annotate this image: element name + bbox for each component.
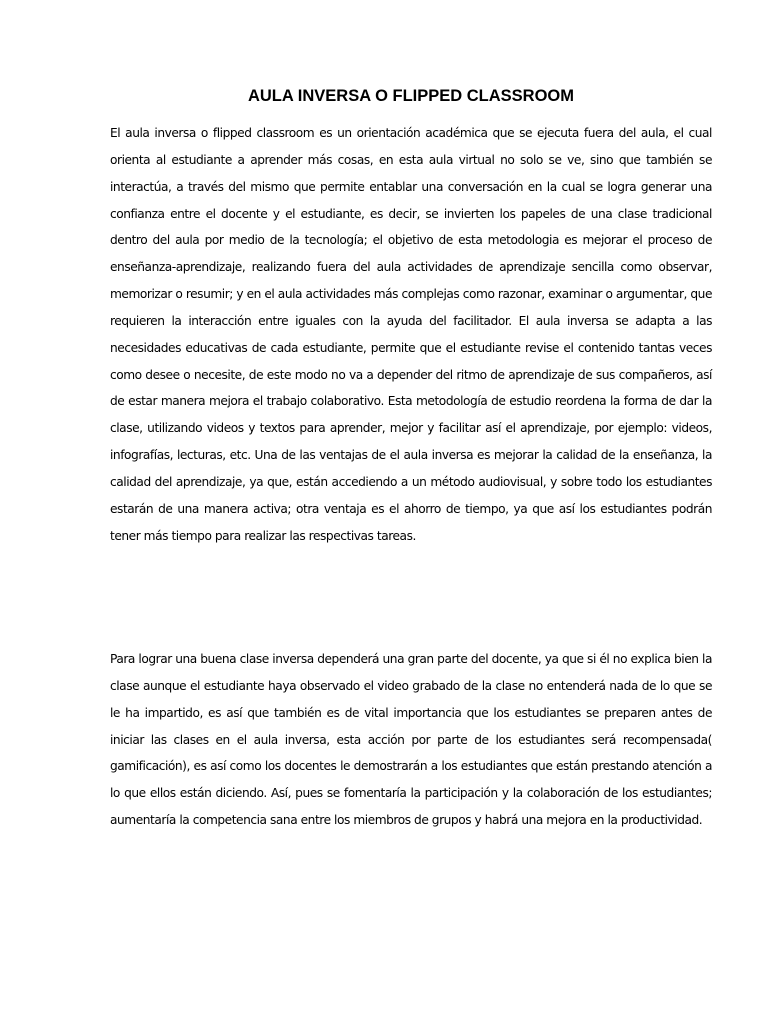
paragraph-1: El aula inversa o flipped classroom es un orientación académica que se ejecuta fuera del aula, el cual orienta al estudiante a aprender más cosas, en esta aula virtual no solo se ve, sino que también se interactúa, a través del mismo que permite entablar una conversación en la cual se logra generar una confianza entre el docente y el estudiante, es decir, se invierten los papeles de una clase tradicional dentro del aula por medio de la tecnología; el objetivo de esta metodologia es mejorar el proceso de enseñanza-aprendizaje, realizando fuera del aula actividades de aprendizaje sencilla como observar, memorizar o resumir; y en el aula actividades más complejas como razonar, examinar o argumentar, que requieren la interacción entre iguales con la ayuda del facilitador. El aula inversa se adapta a las necesidades educativas de cada estudiante, permite que el estudiante revise el contenido tantas veces como desee o necesite, de este modo no va a depender del ritmo de aprendizaje de sus compañeros, así de estar manera mejora el trabajo colaborativo. Esta metodología de estudio reordena la forma de dar la clase, utilizando videos y textos para aprender, mejor y facilitar así el aprendizaje, por ejemplo: videos, infografías, lecturas, etc. Una de las ventajas de el aula inversa es mejorar la calidad de la enseñanza, la calidad del aprendizaje, ya que, están accediendo a un método audiovisual, y sobre todo los estudiantes estarán de una manera activa; otra ventaja es el ahorro de tiempo, ya que así los estudiantes podrán tener más tiempo para realizar las respectivas tareas.: [110, 126, 712, 543]
document-title: AULA INVERSA O FLIPPED CLASSROOM: [247, 87, 575, 105]
paragraph-2: Para lograr una buena clase inversa dependerá una gran parte del docente, ya que si él no explica bien la clase aunque el estudiante haya observado el video grabado de la clase no entenderá nada de lo que se le ha impartido, es así que también es de vital importancia que los estudiantes se preparen antes de iniciar las clases en el aula inversa, esta acción por parte de los estudiantes será recompensada( gamificación), es así como los docentes le demostrarán a los estudiantes que están prestando atención a lo que ellos están diciendo. Así, pues se fomentaría la participación y la colaboración de los estudiantes; aumentaría la competencia sana entre los miembros de grupos y habrá una mejora en la productividad.: [110, 652, 712, 828]
